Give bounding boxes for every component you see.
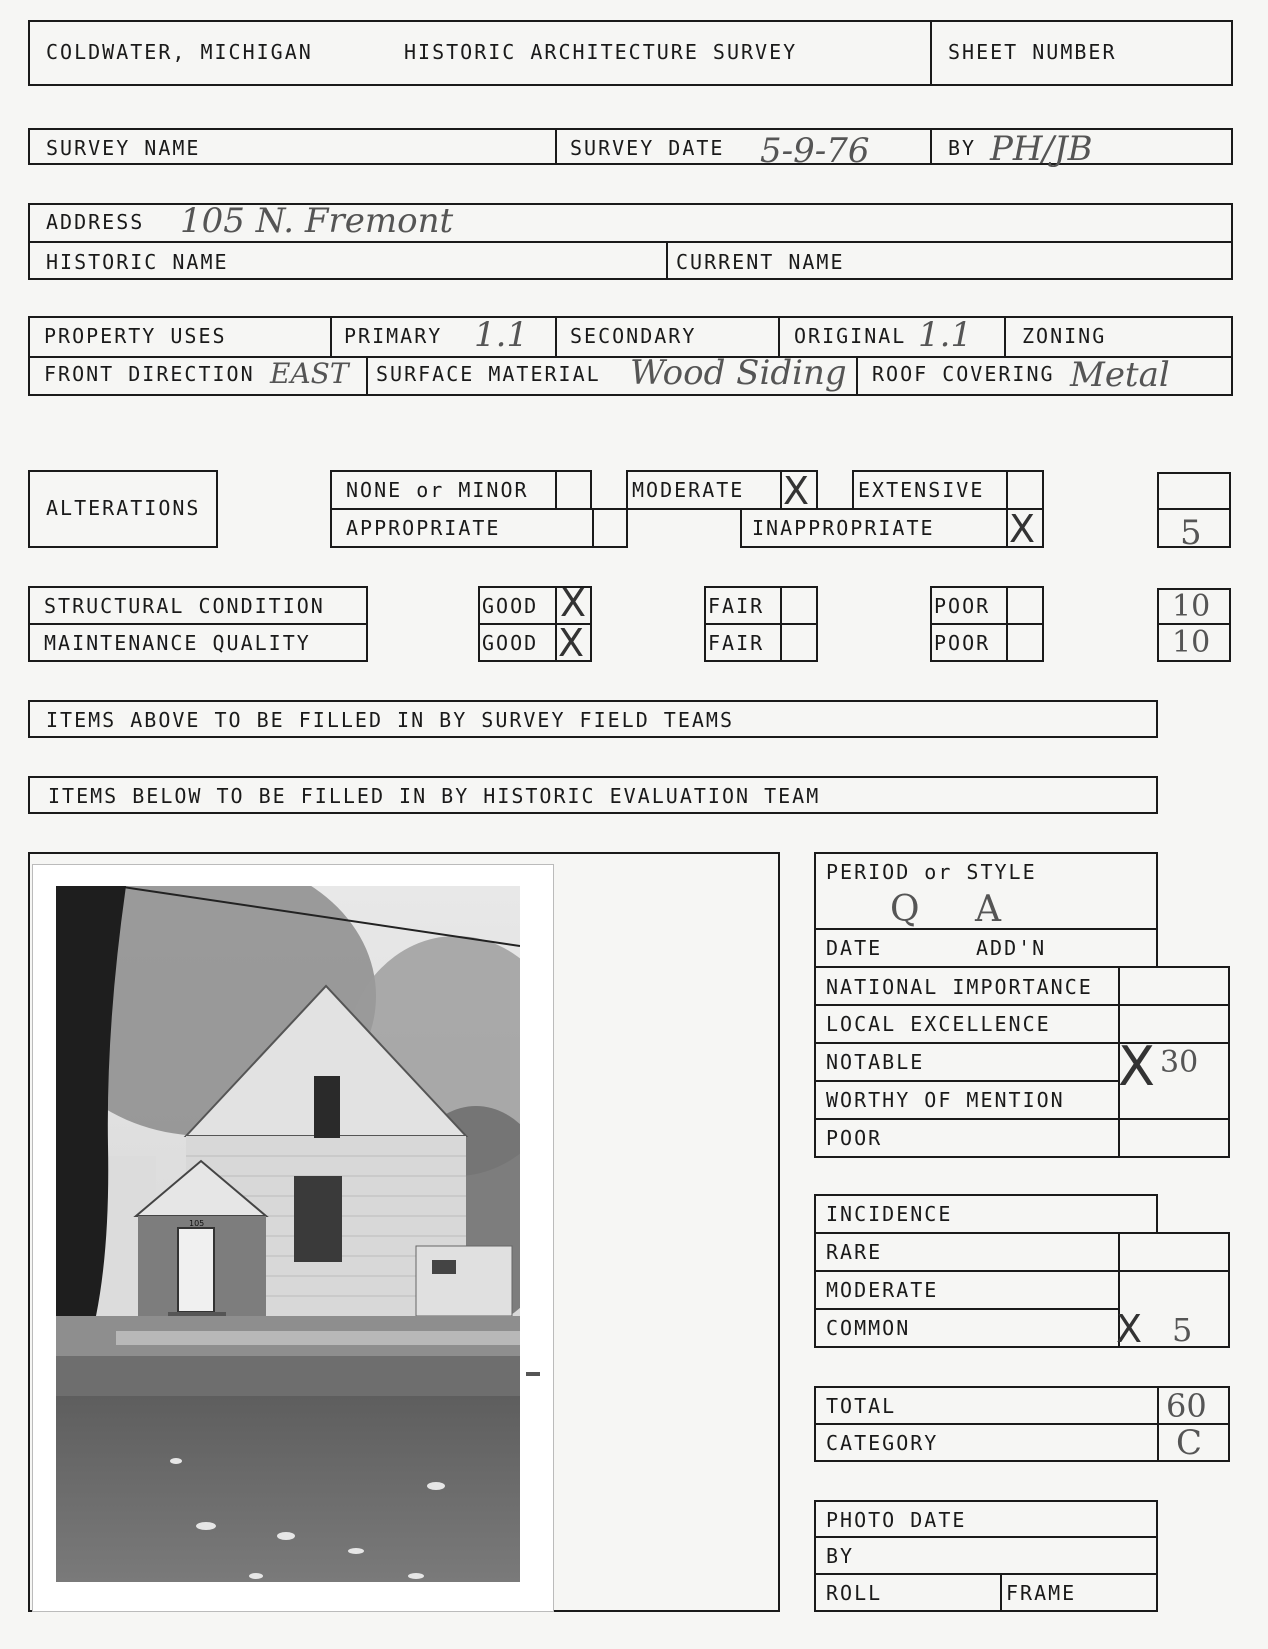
roof-covering-label: ROOF COVERING bbox=[872, 362, 1055, 386]
alterations-label: ALTERATIONS bbox=[46, 496, 201, 520]
surface-material-value: Wood Siding bbox=[630, 353, 847, 393]
roof-covering-value: Metal bbox=[1070, 355, 1170, 395]
alt-score-right bbox=[1229, 472, 1231, 548]
property-div-6 bbox=[856, 356, 858, 396]
survey-date-value: 5-9-76 bbox=[760, 131, 870, 171]
maintenance-score: 10 bbox=[1172, 625, 1211, 660]
structural-poor-label: POOR bbox=[934, 594, 991, 618]
inc-line-1 bbox=[814, 1270, 1230, 1272]
sidewalk bbox=[116, 1331, 520, 1345]
good-check-div bbox=[555, 586, 557, 662]
alt-moderate-label: MODERATE bbox=[632, 478, 745, 502]
notable-score: 30 bbox=[1160, 1045, 1199, 1080]
addn-label: ADD'N bbox=[976, 936, 1047, 960]
house-photo bbox=[56, 886, 520, 1582]
frame-label: FRAME bbox=[1006, 1581, 1077, 1605]
maintenance-fair-label: FAIR bbox=[708, 631, 765, 655]
alt-moderate-check-div bbox=[780, 470, 782, 510]
condition-label-mid bbox=[28, 623, 368, 625]
street bbox=[56, 1396, 520, 1582]
surface-material-label: SURFACE MATERIAL bbox=[376, 362, 601, 386]
address-label: ADDRESS bbox=[46, 210, 145, 234]
structural-fair-label: FAIR bbox=[708, 594, 765, 618]
poor-check-div bbox=[1006, 586, 1008, 662]
city-label: COLDWATER, MICHIGAN bbox=[46, 40, 313, 64]
alt-extensive-label: EXTENSIVE bbox=[858, 478, 985, 502]
original-label: ORIGINAL bbox=[794, 324, 907, 348]
address-row-line bbox=[28, 241, 1233, 243]
survey-by-value: PH/JB bbox=[990, 129, 1093, 169]
alt-inappropriate-mark: X bbox=[1009, 507, 1036, 551]
alt-score-left bbox=[1157, 472, 1159, 548]
note-below-text: ITEMS BELOW TO BE FILLED IN BY HISTORIC EVALUATION TEAM bbox=[48, 784, 821, 808]
survey-by-label: BY bbox=[948, 136, 977, 160]
period-label: PERIOD or STYLE bbox=[826, 860, 1037, 884]
trailer bbox=[416, 1246, 512, 1316]
property-div-2 bbox=[555, 316, 557, 356]
maintenance-poor-label: POOR bbox=[934, 631, 991, 655]
note-above-text: ITEMS ABOVE TO BE FILLED IN BY SURVEY FIELD TEAMS bbox=[46, 708, 735, 732]
photo-tab bbox=[526, 1372, 540, 1376]
alt-appropriate-label: APPROPRIATE bbox=[346, 516, 501, 540]
current-name-label: CURRENT NAME bbox=[676, 250, 845, 274]
cond-score-left bbox=[1157, 588, 1159, 662]
historic-name-label: HISTORIC NAME bbox=[46, 250, 229, 274]
fair-check-div bbox=[780, 586, 782, 662]
alt-score: 5 bbox=[1180, 513, 1202, 553]
alt-none-minor-label: NONE or MINOR bbox=[346, 478, 529, 502]
imp-line-2 bbox=[814, 1042, 1230, 1044]
incidence-label: INCIDENCE bbox=[826, 1202, 953, 1226]
national-importance-label: NATIONAL IMPORTANCE bbox=[826, 975, 1093, 999]
lower-window bbox=[294, 1176, 342, 1262]
structural-good-mark: X bbox=[560, 581, 587, 625]
upper-window bbox=[314, 1076, 340, 1138]
total-value: 60 bbox=[1166, 1387, 1207, 1425]
primary-value: 1.1 bbox=[474, 315, 529, 355]
common-score: 5 bbox=[1172, 1311, 1193, 1349]
front-direction-value: EAST bbox=[270, 357, 349, 390]
survey-date-label: SURVEY DATE bbox=[570, 136, 725, 160]
original-value: 1.1 bbox=[918, 315, 973, 355]
imp-line-4 bbox=[814, 1118, 1230, 1120]
structural-condition-label: STRUCTURAL CONDITION bbox=[44, 594, 325, 618]
imp-line-3 bbox=[814, 1080, 1118, 1082]
total-label: TOTAL bbox=[826, 1394, 897, 1418]
alt-inappropriate-label: INAPPROPRIATE bbox=[752, 516, 935, 540]
address-value: 105 N. Fremont bbox=[180, 201, 454, 241]
common-label: COMMON bbox=[826, 1316, 911, 1340]
survey-divider-1 bbox=[555, 128, 557, 165]
photo-info-line-2 bbox=[814, 1573, 1158, 1575]
photo-info-line-1 bbox=[814, 1536, 1158, 1538]
rare-label: RARE bbox=[826, 1240, 883, 1264]
period-value: Q A bbox=[890, 889, 1023, 930]
front-direction-label: FRONT DIRECTION bbox=[44, 362, 255, 386]
header-divider bbox=[930, 20, 932, 86]
maintenance-good-label: GOOD bbox=[482, 631, 539, 655]
primary-label: PRIMARY bbox=[344, 324, 443, 348]
survey-divider-2 bbox=[930, 128, 932, 165]
roll-frame-divider bbox=[1000, 1573, 1002, 1612]
eval-poor-label: POOR bbox=[826, 1126, 883, 1150]
inc-moderate-label: MODERATE bbox=[826, 1278, 939, 1302]
notable-label: NOTABLE bbox=[826, 1050, 925, 1074]
inc-line-2 bbox=[814, 1308, 1118, 1310]
property-div-3 bbox=[778, 316, 780, 356]
house-number-plate: 105 bbox=[189, 1219, 205, 1228]
alt-score-top bbox=[1157, 472, 1231, 474]
alt-inappropriate-check-div bbox=[1006, 508, 1008, 548]
front-door bbox=[178, 1228, 214, 1312]
cond-score-right bbox=[1229, 588, 1231, 662]
poor-mid bbox=[930, 623, 1044, 625]
alt-appropriate-check-div bbox=[592, 508, 594, 548]
address-divider bbox=[666, 241, 668, 280]
structural-good-label: GOOD bbox=[482, 594, 539, 618]
category-value: C bbox=[1176, 1423, 1203, 1463]
date-label: DATE bbox=[826, 936, 883, 960]
common-mark: X bbox=[1116, 1307, 1143, 1351]
property-div-1 bbox=[330, 316, 332, 356]
category-label: CATEGORY bbox=[826, 1431, 939, 1455]
worthy-label: WORTHY OF MENTION bbox=[826, 1088, 1065, 1112]
alt-extensive-check-div bbox=[1006, 470, 1008, 510]
property-div-5 bbox=[366, 356, 368, 396]
alt-none-check-div bbox=[555, 470, 557, 510]
notable-mark: X bbox=[1118, 1035, 1155, 1098]
structural-score: 10 bbox=[1172, 589, 1211, 624]
leaf-strip bbox=[56, 1356, 520, 1396]
sheet-number-label: SHEET NUMBER bbox=[948, 40, 1117, 64]
local-excellence-label: LOCAL EXCELLENCE bbox=[826, 1012, 1051, 1036]
fair-mid bbox=[704, 623, 818, 625]
photo-by-label: BY bbox=[826, 1544, 855, 1568]
photo-date-label: PHOTO DATE bbox=[826, 1508, 967, 1532]
roll-label: ROLL bbox=[826, 1581, 883, 1605]
property-uses-label: PROPERTY USES bbox=[44, 324, 227, 348]
imp-line-1 bbox=[814, 1004, 1230, 1006]
survey-name-label: SURVEY NAME bbox=[46, 136, 201, 160]
totals-divider bbox=[1157, 1386, 1159, 1462]
alt-moderate-mark: X bbox=[783, 469, 810, 513]
secondary-label: SECONDARY bbox=[570, 324, 697, 348]
form-title: HISTORIC ARCHITECTURE SURVEY bbox=[404, 40, 798, 64]
maintenance-good-mark: X bbox=[558, 621, 585, 665]
cond-score-bottom bbox=[1157, 660, 1231, 662]
zoning-label: ZONING bbox=[1022, 324, 1107, 348]
trailer-window bbox=[432, 1260, 456, 1274]
alt-score-mid bbox=[1157, 508, 1231, 510]
property-div-4 bbox=[1004, 316, 1006, 356]
maintenance-quality-label: MAINTENANCE QUALITY bbox=[44, 631, 311, 655]
